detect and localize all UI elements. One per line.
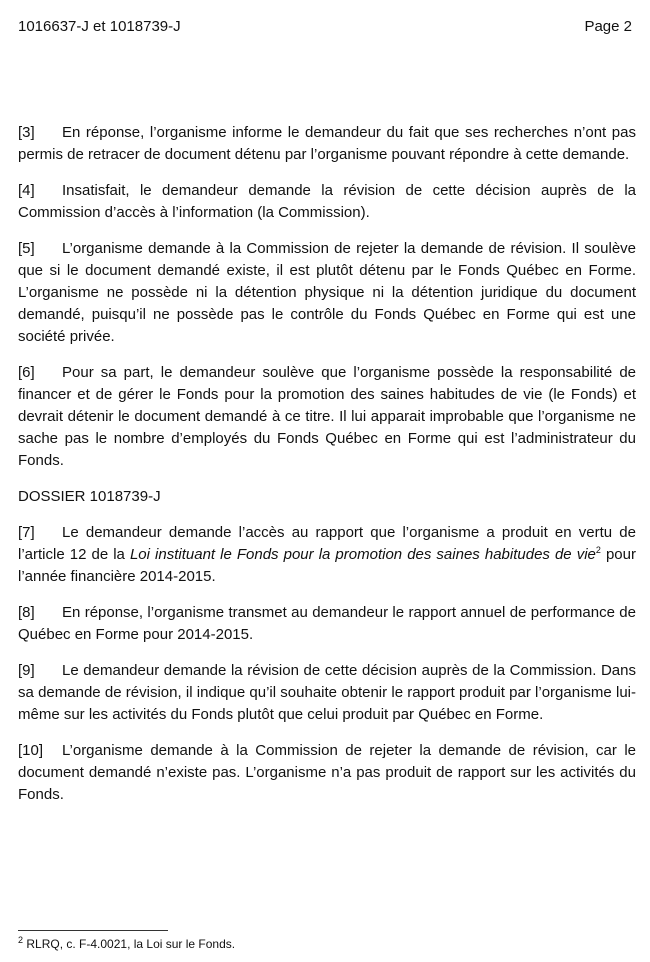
- document-body: [18, 122, 636, 820]
- paragraph-number: [8]: [18, 604, 35, 621]
- paragraph-number: [6]: [18, 364, 35, 381]
- paragraph-6: [18, 362, 636, 472]
- paragraph-4: [18, 180, 636, 224]
- paragraph-text: En réponse, l’organisme transmet au demandeur le rapport annuel de performance de Québec en Forme pour 2014-2015.: [18, 604, 636, 643]
- page-header: [18, 18, 632, 38]
- paragraph-text: Pour sa part, le demandeur soulève que l’organisme possède la responsabilité de financer et de gérer le Fonds pour la promotion des saines habitudes de vie (le Fonds) et devrait détenir le document demandé à ce titre. Il lui apparait improbable que l’organisme ne sache pas le nombre d’employés du Fonds Québec en Forme qui est l’administrateur du Fonds.: [18, 364, 636, 469]
- paragraph-number: [10]: [18, 742, 44, 759]
- page-number: Page 2: [584, 18, 632, 35]
- paragraph-10: [18, 740, 636, 806]
- paragraph-number: [4]: [18, 182, 35, 199]
- paragraph-3: [18, 122, 636, 166]
- paragraph-text: Le demandeur demande la révision de cette décision auprès de la Commission. Dans sa demande de révision, il indique qu’il souhaite obtenir le rapport produit par l’organisme lui-même sur les activités du Fonds plutôt que celui produit par Québec en Forme.: [18, 662, 636, 723]
- law-title: Loi instituant le Fonds pour la promotion des saines habitudes de vie: [129, 546, 596, 563]
- paragraph-text: L’organisme demande à la Commission de rejeter la demande de révision. Il soulève que si le document demandé existe, il est plutôt détenu par le Fonds Québec en Forme. L’organisme ne possède ni la détention physique ni la détention juridique du document demandé, puisqu’il ne possède pas le contrôle du Fonds Québec en Forme qui est une société privée.: [18, 240, 636, 345]
- paragraph-text: L’organisme demande à la Commission de rejeter la demande de révision, car le document demandé n’existe pas. L’organisme n’a pas produit de rapport sur les activités du Fonds.: [18, 742, 636, 803]
- paragraph-text: Le demandeur demande l’accès au rapport que l’organisme a produit en vertu de l’article 12 de la: [18, 524, 636, 563]
- paragraph-text: En réponse, l’organisme informe le demandeur du fait que ses recherches n’ont pas permis de retracer de document détenu par l’organisme pouvant répondre à cette demande.: [18, 124, 636, 163]
- paragraph-number: [5]: [18, 240, 35, 257]
- section-heading: DOSSIER 1018739-J: [18, 488, 161, 505]
- file-reference: 1016637-J et 1018739-J: [18, 18, 181, 35]
- paragraph-number: [7]: [18, 524, 35, 541]
- footnote-text: RLRQ, c. F-4.0021, la Loi sur le Fonds.: [26, 937, 236, 951]
- paragraph-number: [3]: [18, 124, 35, 141]
- footnote-divider: [18, 930, 168, 931]
- paragraph-8: [18, 602, 636, 646]
- paragraph-text: pour l’année financière 2014-2015.: [18, 546, 636, 585]
- paragraph-7: [18, 522, 636, 588]
- paragraph-text: Insatisfait, le demandeur demande la révision de cette décision auprès de la Commission d’accès à l’information (la Commission).: [18, 182, 636, 221]
- paragraph-number: [9]: [18, 662, 35, 679]
- footnote-reference[interactable]: 2: [595, 545, 601, 555]
- footnote-mark: 2: [18, 935, 24, 945]
- paragraph-9: [18, 660, 636, 726]
- footnote: [18, 936, 235, 952]
- paragraph-5: [18, 238, 636, 348]
